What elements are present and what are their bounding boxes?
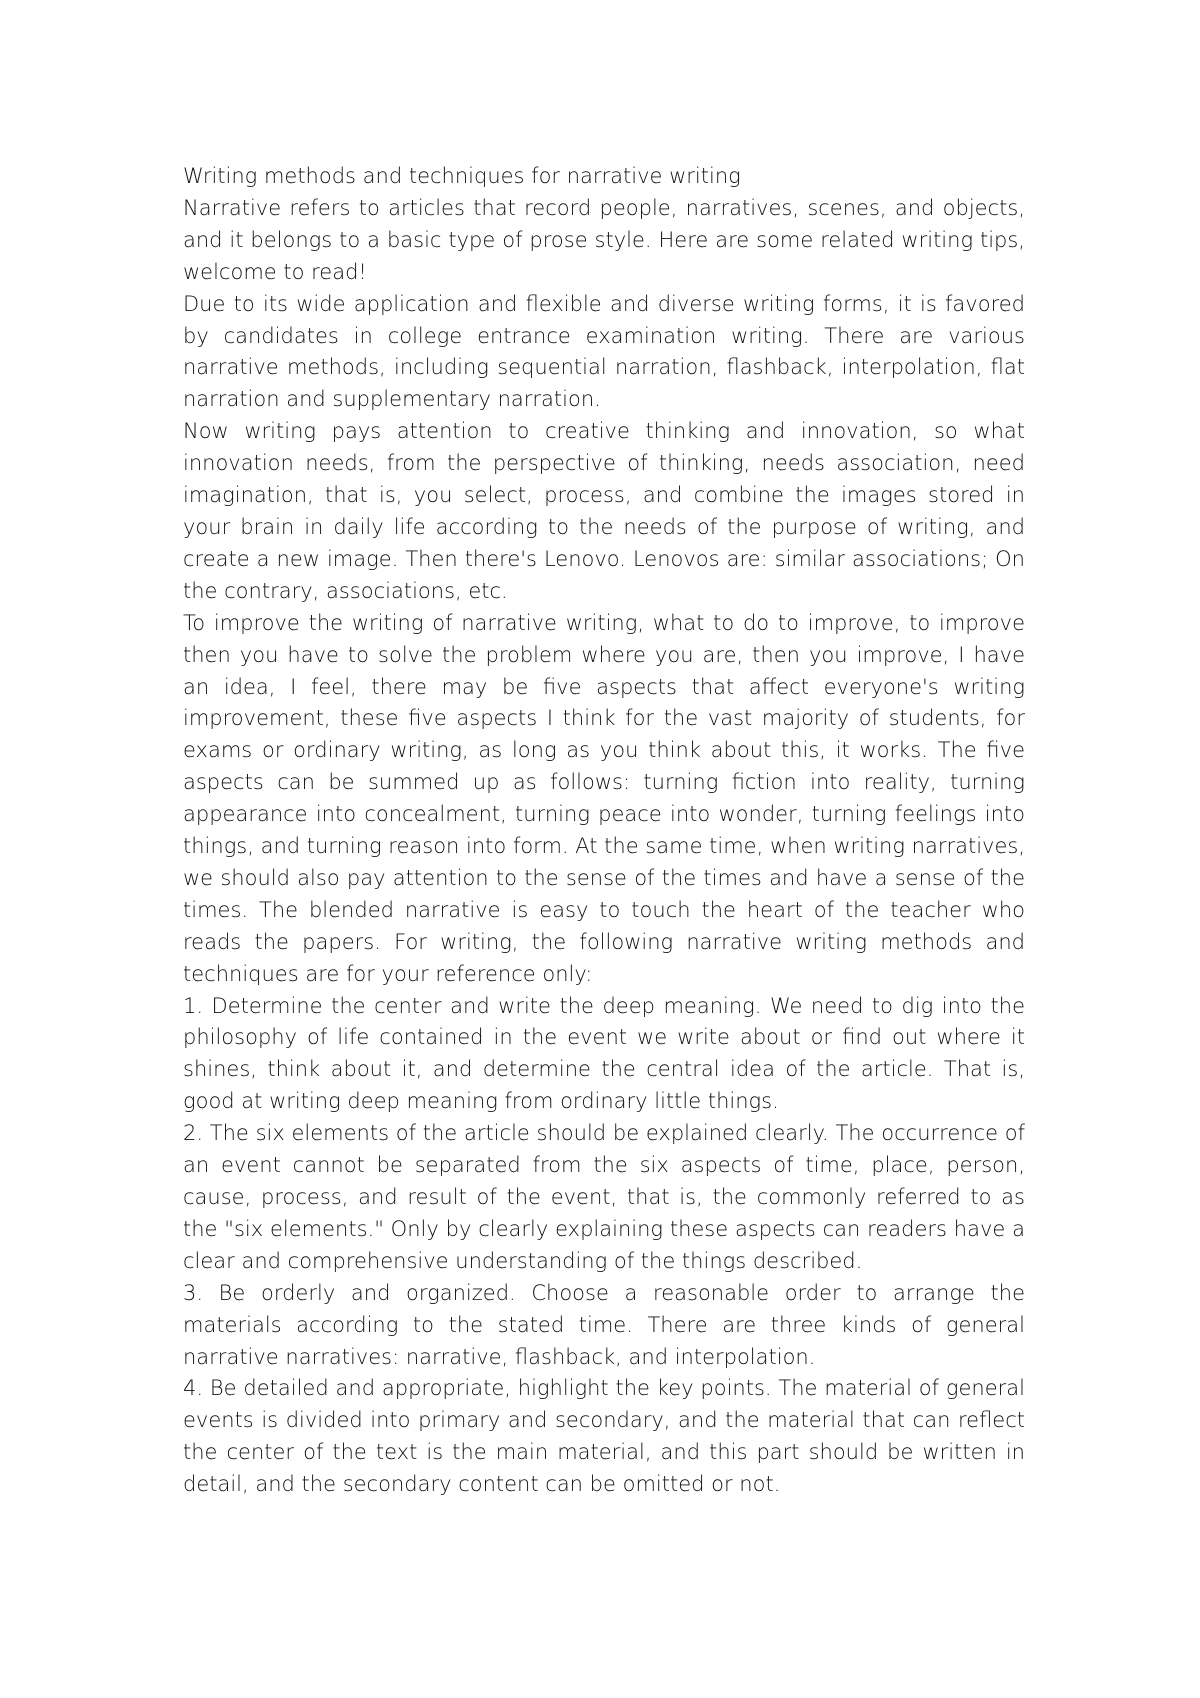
paragraph-improvement: To improve the writing of narrative writing, what to do to improve, to improve then you have to solve the problem where you are, then you improve, I have an idea, I feel, there may be five aspects that affect everyone's writing improvement, these five aspects I think for the vast majority of students, for exams or ordinary writing, as long as you think about this, it works. The five aspects can be summed up as follows: turning fiction into reality, turning appearance into concealment, turning peace into wonder, turning feelings into things, and turning reason into form. At the same time, when writing narratives, we should also pay attention to the sense of the times and have a sense of the times. The blended narrative is easy to touch the heart of the teacher who reads the papers. For writing, the following narrative writing methods and techniques are for your reference only: [183,610,1025,986]
list-item-1: 1. Determine the center and write the deep meaning. We need to dig into the philosophy of life contained in the event we write about or find out where it shines, think about it, and determine the central idea of the article. That is, good at writing deep meaning from ordinary little things. [183,993,1025,1114]
document-body [183,161,1025,1501]
list-item-2: 2. The six elements of the article should be explained clearly. The occurrence of an event cannot be separated from the six aspects of time, place, person, cause, process, and result of the event, that is, the commonly referred to as the "six elements." Only by clearly explaining these aspects can readers have a clear and comprehensive understanding of the things described. [183,1121,1025,1273]
paragraph-intro: Narrative refers to articles that record people, narratives, scenes, and objects, and it belongs to a basic type of prose style. Here are some related writing tips, welcome to read! [183,195,1025,284]
paragraph-application: Due to its wide application and flexible and diverse writing forms, it is favored by candidates in college entrance examination writing. There are various narrative methods, including sequential narration, flashback, interpolation, flat narration and supplementary narration. [183,291,1025,412]
list-item-4: 4. Be detailed and appropriate, highlight the key points. The material of general events is divided into primary and secondary, and the material that can reflect the center of the text is the main material, and this part should be written in detail, and the secondary content can be omitted or not. [183,1376,1025,1497]
paragraph-innovation: Now writing pays attention to creative thinking and innovation, so what innovation needs, from the perspective of thinking, needs association, need imagination, that is, you select, process, and combine the images stored in your brain in daily life according to the needs of the purpose of writing, and create a new image. Then there's Lenovo. Lenovos are: similar associations; On the contrary, associations, etc. [183,419,1025,603]
list-item-3: 3. Be orderly and organized. Choose a reasonable order to arrange the materials according to the stated time. There are three kinds of general narrative narratives: narrative, flashback, and interpolation. [183,1280,1025,1369]
document-title: Writing methods and techniques for narrative writing [183,164,741,188]
